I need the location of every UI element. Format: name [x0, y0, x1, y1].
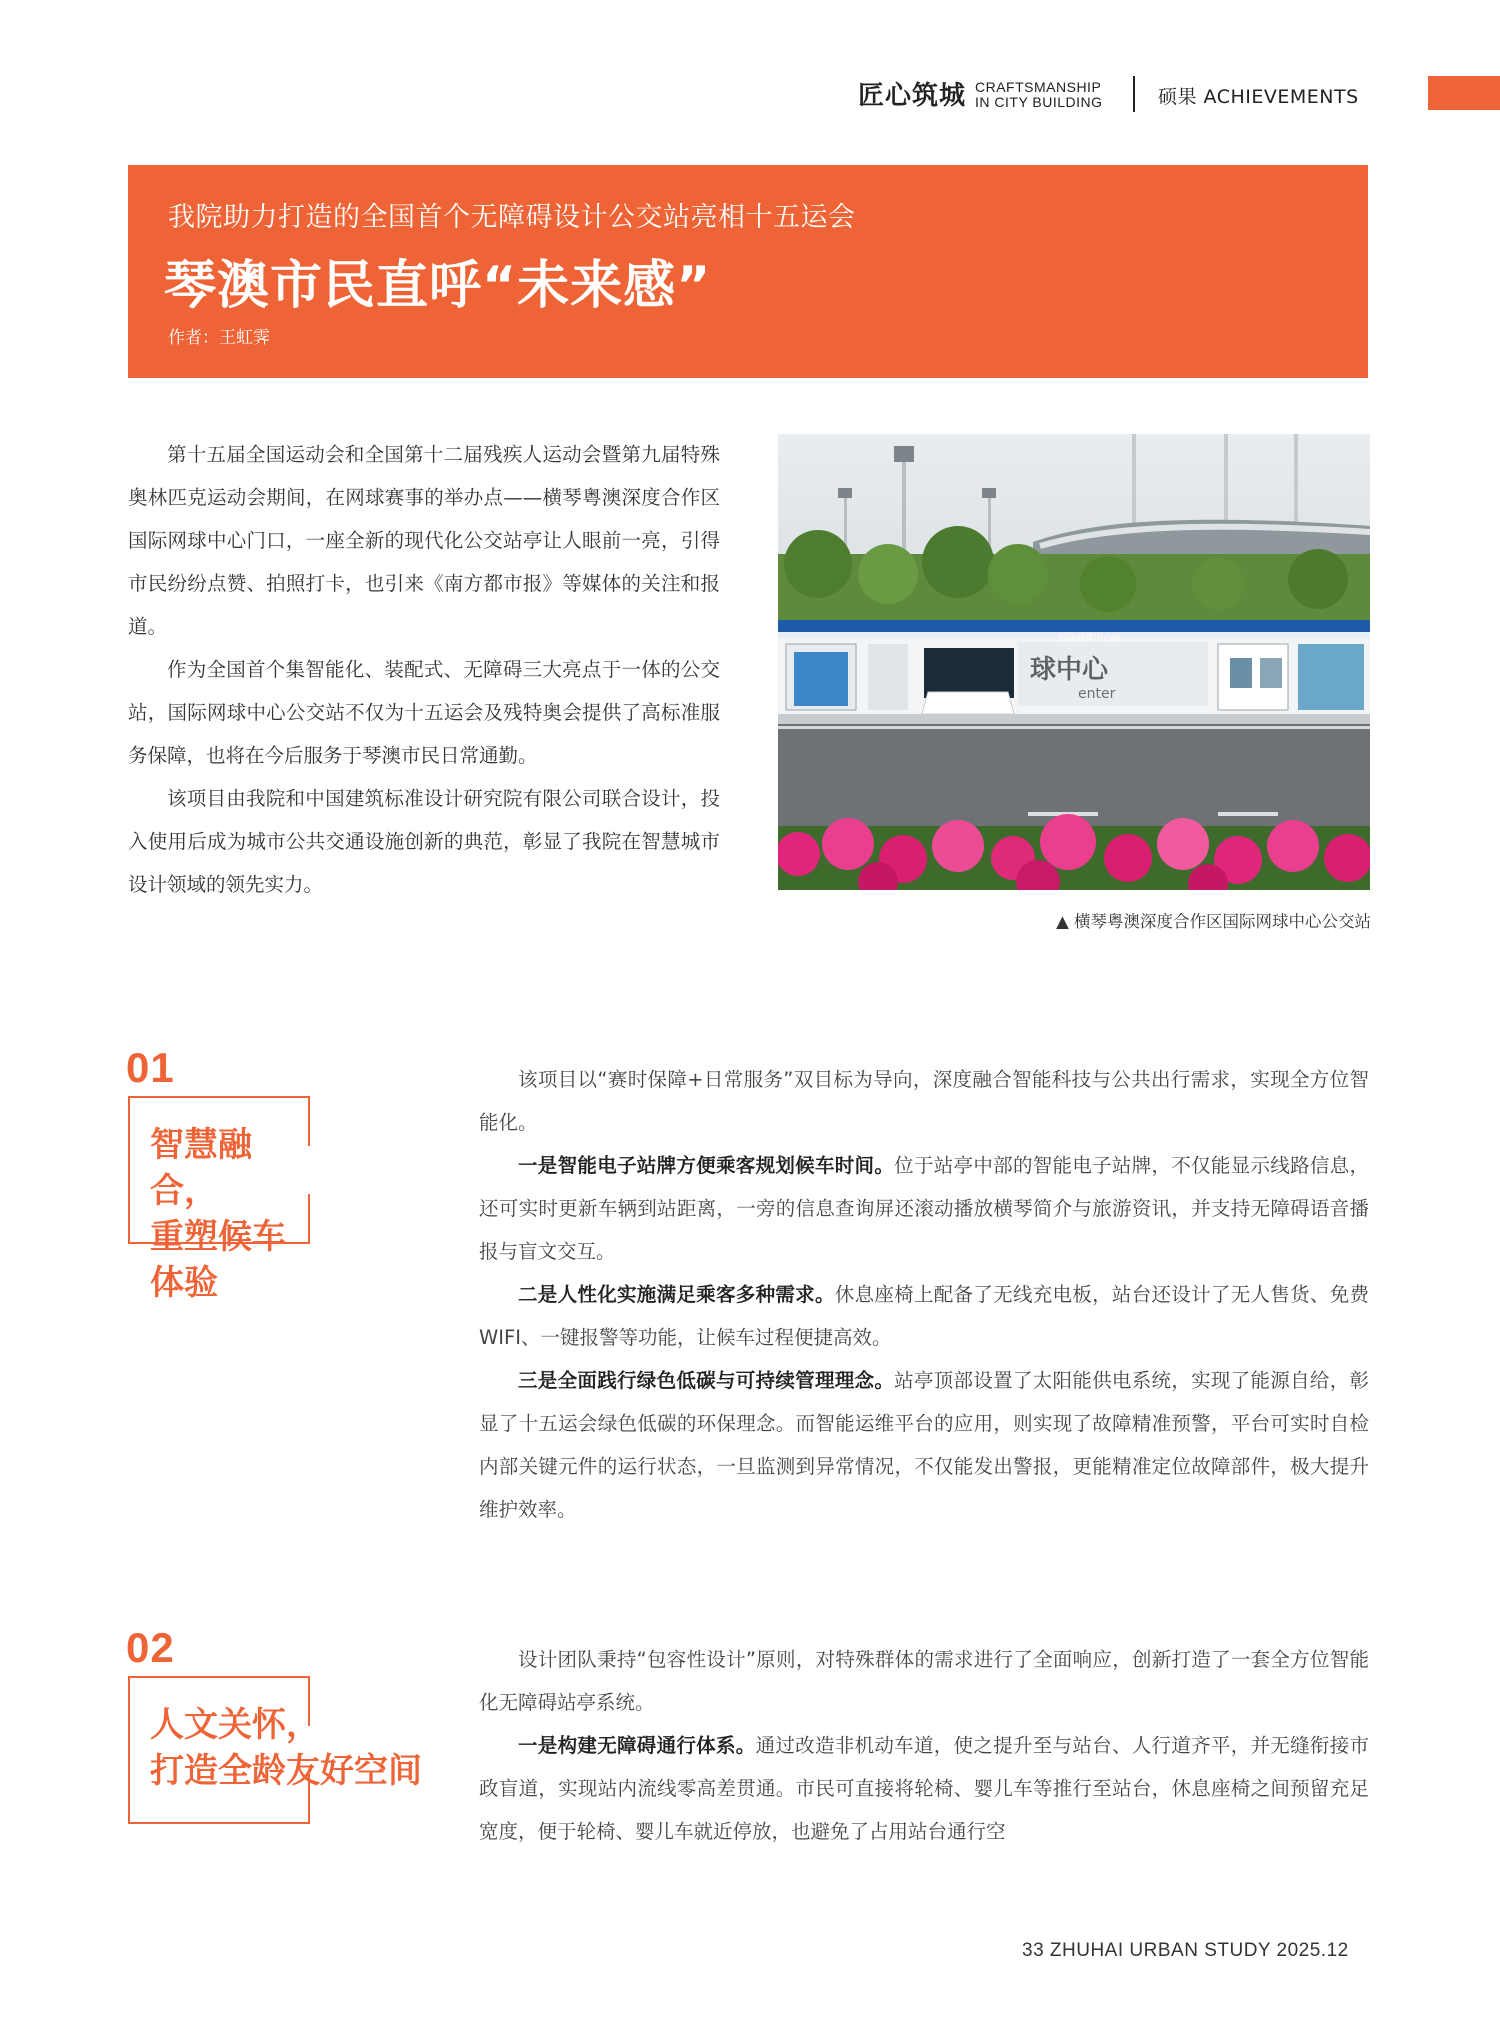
page-footer: 33 ZHUHAI URBAN STUDY 2025.12: [1022, 1940, 1349, 1961]
paragraph-text: 通过改造非机动车道，使之提升至与站台、人行道齐平，并无缝衔接市政盲道，实现站内流线零高差贯通。市民可直接将轮椅、婴儿车等推行至站台，休息座椅之间预留充足宽度，便于轮椅、婴儿车就近停放，也避免了占用站台通行空: [479, 1734, 1369, 1843]
flower: [1040, 814, 1096, 870]
flower: [1324, 834, 1370, 882]
body-paragraph: [479, 1359, 1369, 1531]
station-sign-en: enter: [1078, 686, 1116, 702]
paragraph-lead: 三是全面践行绿色低碳与可持续管理理念。: [518, 1369, 895, 1392]
tree: [922, 526, 994, 598]
flower: [1157, 818, 1209, 870]
tree: [1080, 556, 1136, 612]
brand-en: [975, 80, 1103, 110]
body-paragraph: [479, 1058, 1369, 1144]
brand-en-line2: IN CITY BUILDING: [975, 94, 1103, 110]
section-body: [479, 1058, 1369, 1531]
section-number: 02: [126, 1624, 175, 1671]
bus-station-illustration: [778, 434, 1370, 890]
info-screen: [924, 648, 1014, 698]
section-title: [150, 1122, 308, 1306]
flower: [1267, 820, 1319, 872]
light-pole: [838, 488, 852, 498]
article-subtitle: 我院助力打造的全国首个无障碍设计公交站亮相十五运会: [168, 202, 856, 233]
intro-text: [128, 433, 720, 906]
header-color-tab: [1428, 76, 1500, 110]
body-paragraph: [479, 1273, 1369, 1359]
article-author: 作者：王虹霁: [168, 328, 270, 348]
section-title-line2: 重塑候车体验: [150, 1217, 286, 1303]
section-number: 01: [126, 1044, 175, 1091]
body-paragraph: [479, 1638, 1369, 1724]
tree: [1192, 558, 1244, 610]
tree: [1288, 549, 1348, 609]
paragraph-text: 该项目以“赛时保障+日常服务”双目标为导向，深度融合智能科技与公共出行需求，实现全方位智能化。: [479, 1068, 1369, 1134]
light-pole: [894, 446, 914, 462]
intro-paragraph: 作为全国首个集智能化、装配式、无障碍三大亮点于一体的公交站，国际网球中心公交站不仅为十五运会及残特奥会提供了高标准服务保障，也将在今后服务于琴澳市民日常通勤。: [128, 658, 720, 767]
title-banner: [128, 165, 1368, 378]
section-title-line1: 人文关怀，: [150, 1705, 320, 1745]
kiosk-screen: [1260, 658, 1282, 688]
shelter-panel: [1298, 644, 1364, 710]
tree: [784, 530, 852, 598]
road-marking: [1218, 812, 1278, 816]
brand-en-line1: CRAFTSMANSHIP: [975, 79, 1102, 95]
section-title: [150, 1702, 450, 1794]
station-sign-large: 球中心: [1030, 655, 1109, 685]
kiosk-screen: [1230, 658, 1252, 688]
section-body: [479, 1638, 1369, 1853]
body-paragraph: [479, 1724, 1369, 1853]
paragraph-lead: 一是智能电子站牌方便乘客规划候车时间。: [518, 1154, 895, 1177]
section-label: 硕果 ACHIEVEMENTS: [1158, 86, 1359, 108]
flower: [778, 832, 820, 876]
article-title: 琴澳市民直呼“未来感”: [164, 256, 712, 316]
flower: [822, 818, 874, 870]
bus-station-photo: [778, 434, 1370, 890]
tree: [988, 544, 1048, 604]
paragraph-text: 休息座椅上配备了无线充电板，站台还设计了无人售货、免费WIFI、一键报警等功能，让候车过程便捷高效。: [479, 1283, 1369, 1349]
paragraph-lead: 二是人性化实施满足乘客多种需求。: [518, 1283, 835, 1306]
intro-paragraph: 第十五届全国运动会和全国第十二届残疾人运动会暨第九届特殊奥林匹克运动会期间，在网球赛事的举办点——横琴粤澳深度合作区国际网球中心门口，一座全新的现代化公交站亭让人眼前一亮，引得市民纷纷点赞、拍照打卡，也引来《南方都市报》等媒体的关注和报道。: [128, 443, 720, 638]
section-title-box: [128, 1676, 422, 1824]
section-title-line1: 智慧融合，: [150, 1125, 252, 1211]
road-marking: [778, 726, 1370, 729]
paragraph-text: 站亭顶部设置了太阳能供电系统，实现了能源自给，彰显了十五运会绿色低碳的环保理念。而智能运维平台的应用，则实现了故障精准预警，平台可实时自检内部关键元件的运行状态，一旦监测到异常情况，不仅能发出警报，更能精准定位故障部件，极大提升维护效率。: [479, 1369, 1369, 1521]
intro-paragraph: 该项目由我院和中国建筑标准设计研究院有限公司联合设计，投入使用后成为城市公共交通设施创新的典范，彰显了我院在智慧城市设计领域的领先实力。: [128, 787, 720, 896]
section-title-box: [128, 1096, 310, 1303]
light-pole: [982, 488, 996, 498]
station-sign-small: 国际网球中心站: [1058, 633, 1122, 643]
tree: [858, 544, 918, 604]
platform-curb: [778, 714, 1370, 724]
header-divider: [1133, 76, 1135, 112]
flower: [1104, 834, 1152, 882]
photo-caption: ▲ 横琴粤澳深度合作区国际网球中心公交站: [1056, 912, 1371, 931]
shelter-roof: [778, 620, 1370, 632]
ad-screen: [794, 652, 848, 706]
paragraph-text: 设计团队秉持“包容性设计”原则，对特殊群体的需求进行了全面响应，创新打造了一套全方位智能化无障碍站亭系统。: [479, 1648, 1369, 1714]
body-paragraph: [479, 1144, 1369, 1273]
bench: [922, 692, 1014, 714]
brand-cn: 匠心筑城: [858, 81, 967, 111]
shelter-panel: [868, 644, 908, 710]
section-title-line2: 打造全龄友好空间: [150, 1751, 422, 1791]
paragraph-lead: 一是构建无障碍通行体系。: [518, 1734, 756, 1757]
paragraph-text: 位于站亭中部的智能电子站牌，不仅能显示线路信息，还可实时更新车辆到站距离，一旁的信息查询屏还滚动播放横琴简介与旅游资讯，并支持无障碍语音播报与盲文交互。: [479, 1154, 1369, 1263]
flower: [932, 820, 984, 872]
